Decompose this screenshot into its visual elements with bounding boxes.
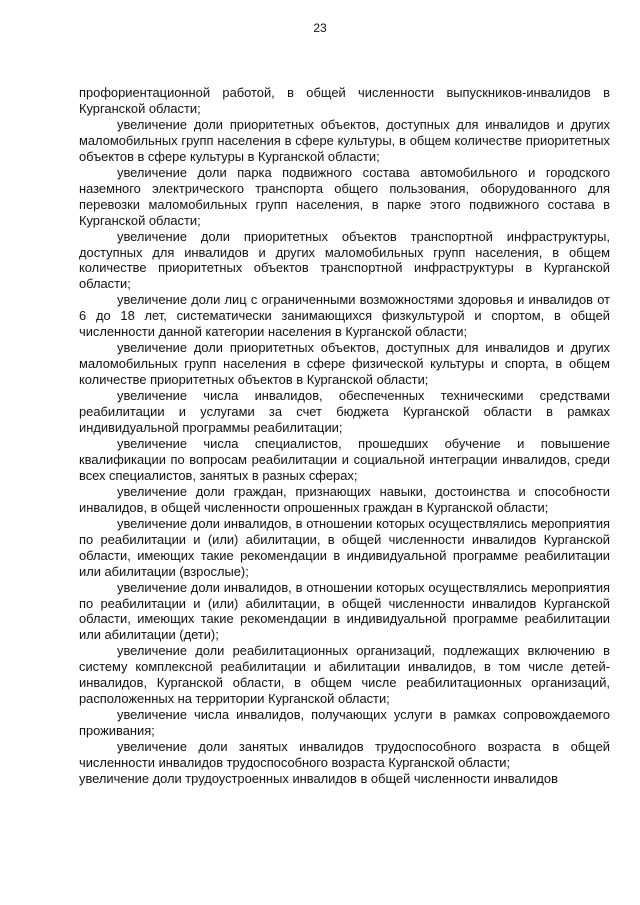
paragraph: увеличение доли приоритетных объектов транспортной инфраструктуры, доступных для инвалидов и других маломобильных групп населения, в общем количестве приоритетных объектов транспортной инфраструктуры в Курганской области; bbox=[79, 228, 610, 292]
paragraph: увеличение доли инвалидов, в отношении которых осуществлялись мероприятия по реабилитации и (или) абилитации, в общей численности инвалидов Курганской области, имеющих такие рекомендации в индивидуальной программе реабилитации или абилитации (взрослые); bbox=[79, 515, 610, 579]
paragraph: профориентационной работой, в общей численности выпускников-инвалидов в Курганской области; bbox=[79, 85, 610, 116]
paragraph: увеличение доли занятых инвалидов трудоспособного возраста в общей численности инвалидов трудоспособного возраста Курганской области; bbox=[79, 739, 610, 771]
paragraph: увеличение числа инвалидов, обеспеченных техническими средствами реабилитации и услугами за счет бюджета Курганской области в рамках индивидуальной программы реабилитации; bbox=[79, 388, 610, 436]
paragraph: увеличение числа инвалидов, получающих услуги в рамках сопровождаемого проживания; bbox=[79, 707, 610, 739]
paragraph: увеличение доли парка подвижного состава автомобильного и городского наземного электрического транспорта общего пользования, оборудованного для перевозки маломобильных групп населения, в парке этого подвижного состава в Курганской области; bbox=[79, 164, 610, 228]
document-body bbox=[79, 85, 610, 787]
paragraph: увеличение доли граждан, признающих навыки, достоинства и способности инвалидов, в общей численности опрошенных граждан в Курганской области; bbox=[79, 483, 610, 515]
page-number: 23 bbox=[313, 21, 327, 35]
paragraph: увеличение числа специалистов, прошедших обучение и повышение квалификации по вопросам реабилитации и социальной интеграции инвалидов, среди всех специалистов, занятых в разных сферах; bbox=[79, 435, 610, 483]
paragraph: увеличение доли инвалидов, в отношении которых осуществлялись мероприятия по реабилитации и (или) абилитации, в общей численности инвалидов Курганской области, имеющих такие рекомендации в индивидуальной программе реабилитации или абилитации (дети); bbox=[79, 579, 610, 643]
paragraph: увеличение доли реабилитационных организаций, подлежащих включению в систему комплексной реабилитации и абилитации инвалидов, в том числе детей-инвалидов, Курганской области, в общем числе реабилитационных организаций, расположенных на территории Курганской области; bbox=[79, 643, 610, 707]
paragraph: увеличение доли приоритетных объектов, доступных для инвалидов и других маломобильных групп населения в сфере культуры, в общем количестве приоритетных объектов в сфере культуры в Курганской области; bbox=[79, 116, 610, 164]
paragraph: увеличение доли лиц с ограниченными возможностями здоровья и инвалидов от 6 до 18 лет, систематически занимающихся физкультурой и спортом, в общей численности данной категории населения в Курганской области; bbox=[79, 292, 610, 340]
paragraph: увеличение доли трудоустроенных инвалидов в общей численности инвалидов bbox=[79, 770, 558, 786]
paragraph: увеличение доли приоритетных объектов, доступных для инвалидов и других маломобильных групп населения в сфере физической культуры и спорта, в общем количестве приоритетных объектов в Курганской области; bbox=[79, 340, 610, 388]
